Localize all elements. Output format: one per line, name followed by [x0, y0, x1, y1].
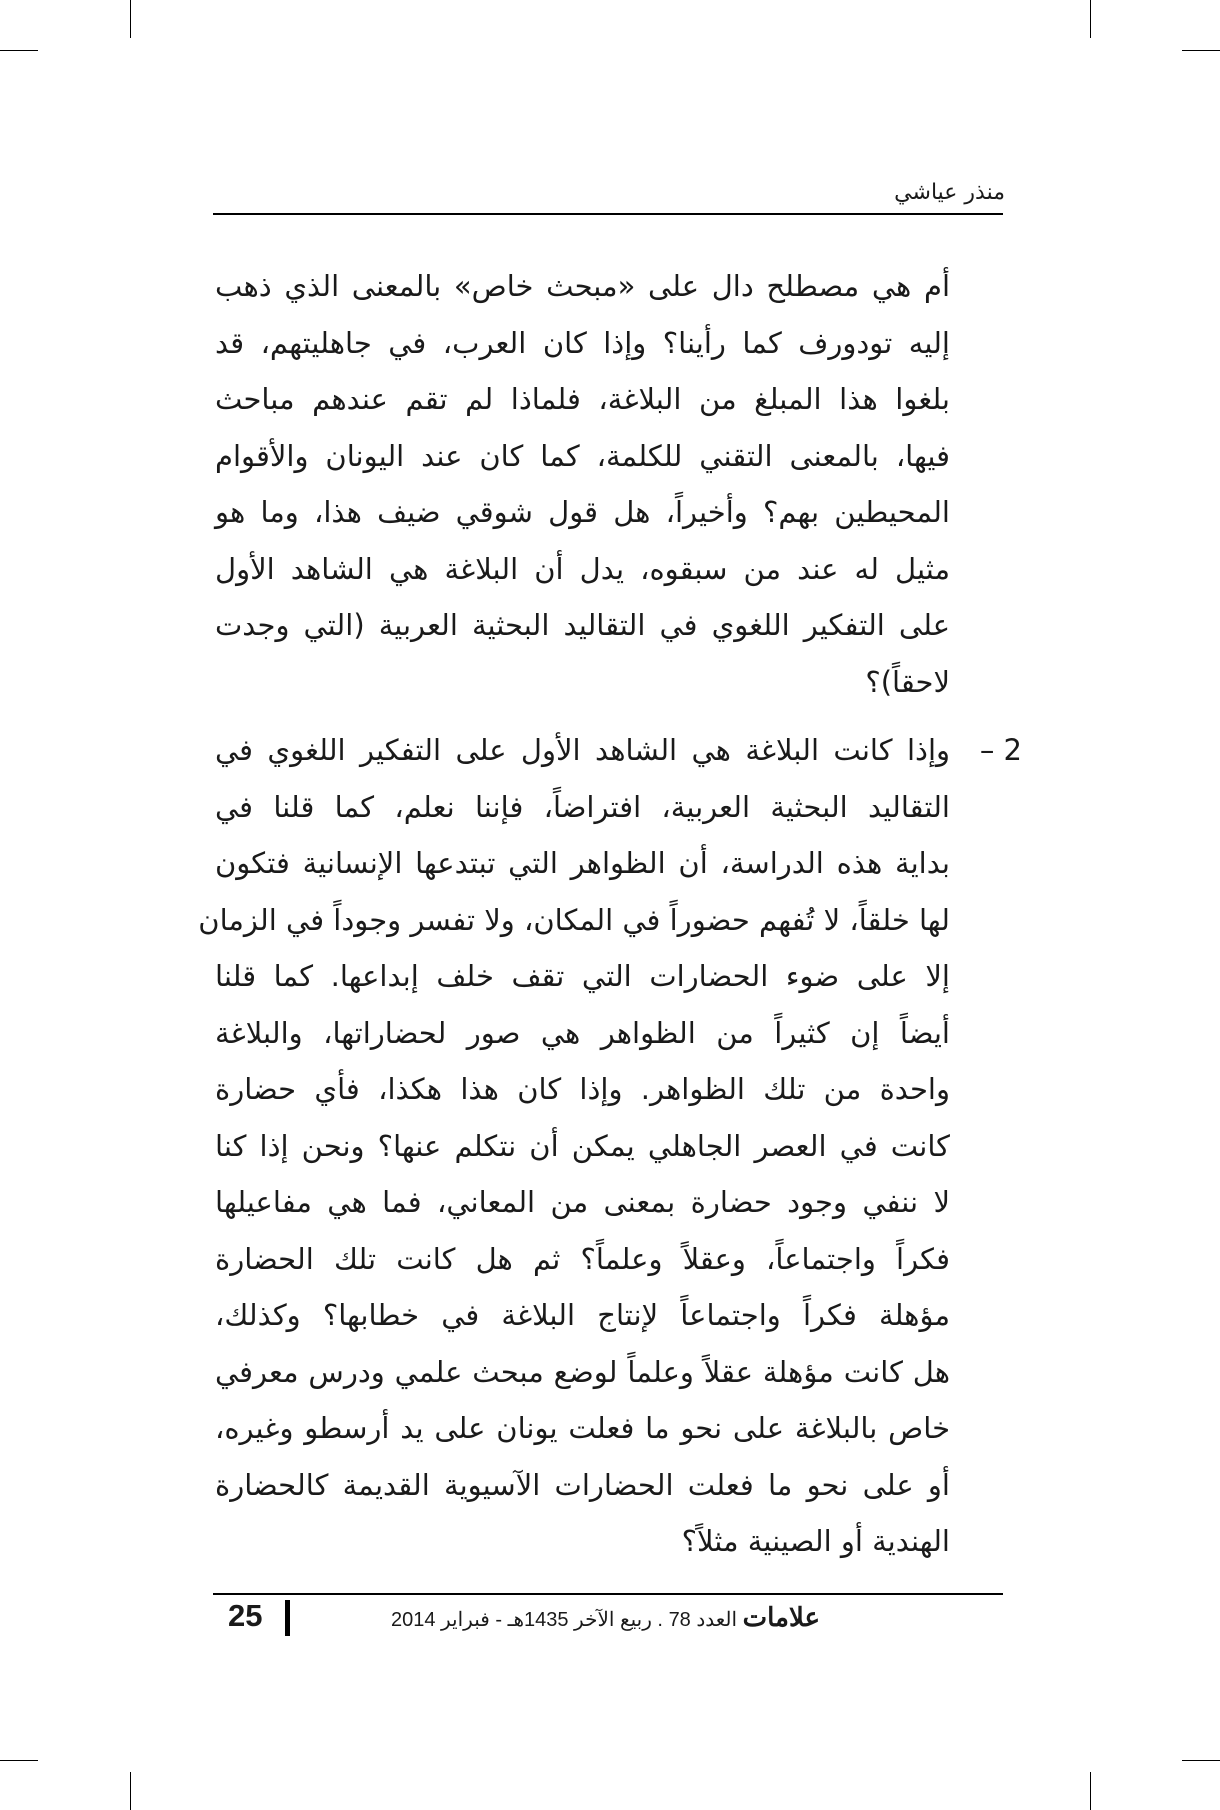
text-line: على التفكير اللغوي في التقاليد البحثية العربية (التي وجدت — [215, 608, 950, 642]
text-line: فكراً واجتماعاً، وعقلاً وعلماً؟ ثم هل كانت تلك الحضارة — [215, 1241, 950, 1276]
numbered-list-item — [198, 722, 1022, 1570]
text-line: الهندية أو الصينية مثلاً؟ — [681, 1524, 950, 1558]
crop-mark — [1182, 50, 1220, 51]
page-number: 25 — [228, 1598, 263, 1633]
text-line: أيضاً إن كثيراً من الظواهر هي صور لحضاراتها، والبلاغة — [215, 1015, 950, 1050]
journal-logo: علامات — [742, 1602, 820, 1632]
text-line: فيها، بالمعنى التقني للكلمة، كما كان عند اليونان والأقوام — [215, 438, 950, 473]
crop-mark — [130, 1772, 131, 1810]
crop-mark — [0, 50, 38, 51]
text-line: مؤهلة فكراً واجتماعاً لإنتاج البلاغة في خطابها؟ وكذلك، — [215, 1298, 950, 1332]
text-line: وإذا كانت البلاغة هي الشاهد الأول على التفكير اللغوي في — [215, 733, 950, 767]
text-line: خاص بالبلاغة على نحو ما فعلت يونان على يد أرسطو وغيره، — [215, 1411, 950, 1445]
page-body — [198, 258, 1022, 1570]
header-rule — [213, 213, 1003, 215]
crop-mark — [130, 0, 131, 38]
text-line: لا ننفي وجود حضارة بمعنى من المعاني، فما هي مفاعيلها — [215, 1185, 950, 1219]
paragraph — [215, 258, 950, 710]
text-line: أو على نحو ما فعلت الحضارات الآسيوية القديمة كالحضارة — [215, 1467, 950, 1502]
text-line: مثيل له عند من سبقوه، يدل أن البلاغة هي الشاهد الأول — [215, 551, 950, 586]
text-line: بداية هذه الدراسة، أن الظواهر التي تبتدعها الإنسانية فتكون — [215, 846, 950, 880]
text-line: لاحقاً)؟ — [865, 664, 950, 699]
text-line: هل كانت مؤهلة عقلاً وعلماً لوضع مبحث علمي ودرس معرفي — [215, 1354, 950, 1389]
text-line: المحيطين بهم؟ وأخيراً، هل قول شوقي ضيف هذا، وما هو — [215, 495, 950, 529]
issue-info: العدد 78 . ربيع الآخر 1435هـ - فبراير 2014 — [390, 1609, 738, 1631]
text-line: أم هي مصطلح دال على «مبحث خاص» بالمعنى الذي ذهب — [215, 269, 950, 303]
footer-divider-bar — [285, 1600, 290, 1636]
text-line: لها خلقاً، لا تُفهم حضوراً في المكان، ولا تفسر وجوداً في الزمان — [198, 902, 950, 937]
text-line: كانت في العصر الجاهلي يمكن أن نتكلم عنها؟ ونحن إذا كنا — [215, 1128, 950, 1163]
crop-mark — [0, 1760, 38, 1761]
crop-mark — [1090, 1772, 1091, 1810]
running-header-author: منذر عياشي — [894, 180, 1005, 205]
text-line: بلغوا هذا المبلغ من البلاغة، فلماذا لم تقم عندهم مباحث — [215, 382, 950, 416]
crop-mark — [1182, 1760, 1220, 1761]
crop-mark — [1090, 0, 1091, 38]
text-line: إلا على ضوء الحضارات التي تقف خلف إبداعها. كما قلنا — [215, 959, 950, 993]
footer-rule — [213, 1593, 1003, 1595]
text-line: واحدة من تلك الظواهر. وإذا كان هذا هكذا، فأي حضارة — [215, 1072, 950, 1106]
text-line: إليه تودورف كما رأينا؟ وإذا كان العرب، في جاهليتهم، قد — [215, 325, 950, 360]
list-number: 2 – — [979, 733, 1022, 767]
footer-journal-info — [300, 1602, 820, 1633]
text-line: التقاليد البحثية العربية، افتراضاً، فإننا نعلم، كما قلنا في — [215, 789, 950, 824]
